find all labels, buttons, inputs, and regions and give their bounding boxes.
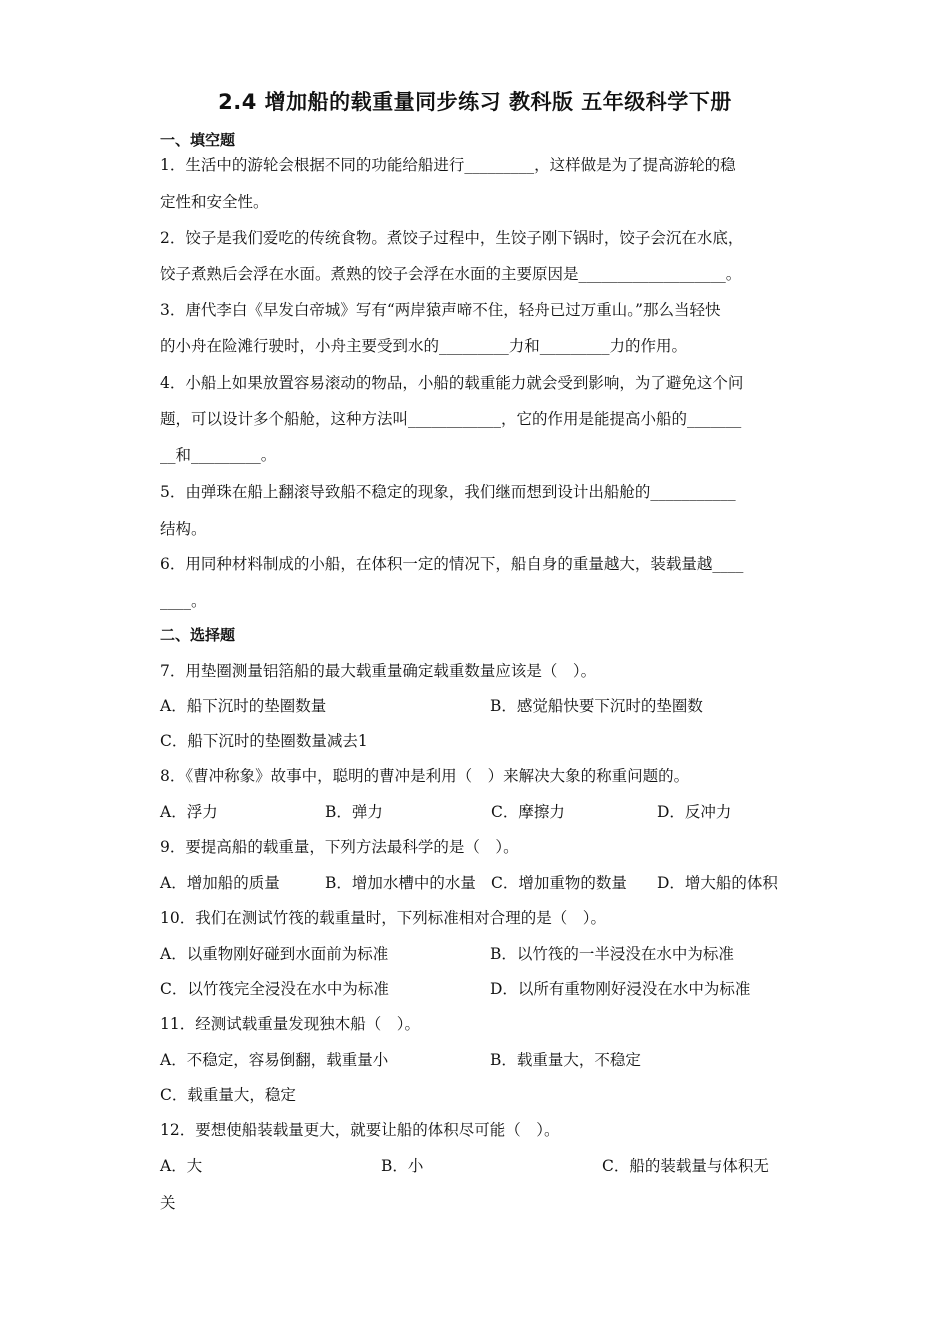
question-4-line-3: __和_________。 (160, 446, 277, 464)
question-9-option-c: C．增加重物的数量 (491, 874, 627, 892)
page-title: 2.4 增加船的载重量同步练习 教科版 五年级科学下册 (218, 90, 732, 114)
question-12-option-c-continued: 关 (160, 1194, 176, 1212)
question-10-option-b: B．以竹筏的一半浸没在水中为标准 (490, 945, 734, 963)
question-2-line-2: 饺子煮熟后会浮在水面。煮熟的饺子会浮在水面的主要原因是___________________。 (160, 265, 742, 283)
question-12-stem: 12．要想使船装载量更大，就要让船的体积尽可能（ ）。 (160, 1121, 560, 1139)
question-2-line-1: 2．饺子是我们爱吃的传统食物。煮饺子过程中，生饺子刚下锅时，饺子会沉在水底， (160, 229, 744, 247)
question-9-option-d: D．增大船的体积 (657, 874, 778, 892)
question-8-option-c: C．摩擦力 (491, 803, 565, 821)
question-5-line-2: 结构。 (160, 520, 207, 538)
question-11-stem: 11．经测试载重量发现独木船（ ）。 (160, 1015, 420, 1033)
question-8-stem: 8．《曹冲称象》故事中，聪明的曹冲是利用（ ）来解决大象的称重问题的。 (160, 767, 690, 785)
question-7-option-b: B．感觉船快要下沉时的垫圈数 (490, 697, 703, 715)
question-11-option-b: B．载重量大，不稳定 (490, 1051, 641, 1069)
question-9-option-b: B．增加水槽中的水量 (325, 874, 476, 892)
question-3-line-2: 的小舟在险滩行驶时，小舟主要受到水的_________力和_________力的作用。 (160, 337, 688, 355)
question-4-line-1: 4．小船上如果放置容易滚动的物品，小船的载重能力就会受到影响，为了避免这个问 (160, 374, 744, 392)
question-11-option-c: C．载重量大，稳定 (160, 1086, 296, 1104)
question-7-stem: 7．用垫圈测量铝箔船的最大载重量确定载重数量应该是（ ）。 (160, 662, 597, 680)
question-9-stem: 9．要提高船的载重量，下列方法最科学的是（ ）。 (160, 838, 519, 856)
question-12-option-a: A．大 (160, 1157, 203, 1175)
question-7-option-c: C．船下沉时的垫圈数量减去1 (160, 732, 368, 750)
question-12-option-c: C．船的装载量与体积无 (602, 1157, 769, 1175)
question-10-option-d: D．以所有重物刚好浸没在水中为标准 (490, 980, 751, 998)
section-heading-fill-in: 一、填空题 (160, 131, 236, 149)
question-10-option-a: A．以重物刚好碰到水面前为标准 (160, 945, 389, 963)
question-3-line-1: 3．唐代李白《早发白帝城》写有“两岸猿声啼不住，轻舟已过万重山。”那么当轻快 (160, 301, 721, 319)
section-heading-choice: 二、选择题 (160, 626, 236, 644)
question-4-line-2: 题，可以设计多个船舱，这种方法叫____________，它的作用是能提高小船的_______ (160, 410, 742, 428)
question-7-option-a: A．船下沉时的垫圈数量 (160, 697, 327, 715)
question-10-stem: 10．我们在测试竹筏的载重量时，下列标准相对合理的是（ ）。 (160, 909, 606, 927)
question-5-line-1: 5．由弹珠在船上翻滚导致船不稳定的现象，我们继而想到设计出船舱的___________ (160, 483, 736, 501)
question-1-line-1: 1．生活中的游轮会根据不同的功能给船进行_________，这样做是为了提高游轮的稳 (160, 156, 736, 174)
question-8-option-b: B．弹力 (325, 803, 383, 821)
question-10-option-c: C．以竹筏完全浸没在水中为标准 (160, 980, 389, 998)
question-6-line-1: 6．用同种材料制成的小船，在体积一定的情况下，船自身的重量越大，装载量越____ (160, 555, 744, 573)
question-6-line-2: ____。 (160, 592, 207, 610)
question-1-line-2: 定性和安全性。 (160, 193, 269, 211)
question-12-option-b: B．小 (381, 1157, 424, 1175)
question-8-option-a: A．浮力 (160, 803, 218, 821)
question-8-option-d: D．反冲力 (657, 803, 732, 821)
question-9-option-a: A．增加船的质量 (160, 874, 280, 892)
question-11-option-a: A．不稳定，容易倒翻，载重量小 (160, 1051, 389, 1069)
